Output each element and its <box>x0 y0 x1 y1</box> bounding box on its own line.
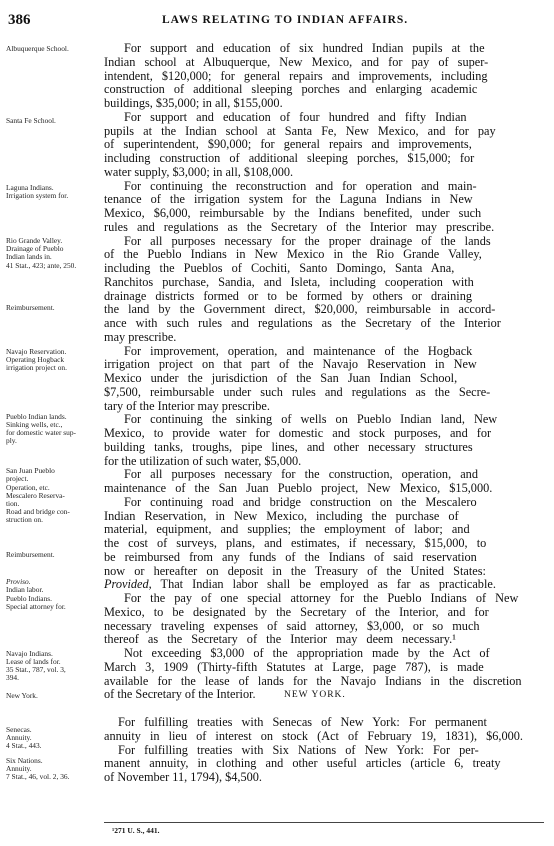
margin-note-mescalero: Mescalero Reserva- <box>6 491 65 500</box>
text-line: be reimbursed from any funds of the Indians of said reservation <box>104 549 477 564</box>
text-line: including the Pueblos of Cochiti, Santo Domingo, Santa Ana, <box>104 261 455 275</box>
page-header <box>0 12 554 34</box>
text-line: thereof as the Secretary of the Interior may deem necessary.¹ <box>104 632 456 647</box>
margin-note-indian-labor: Indian labor. <box>6 585 44 594</box>
margin-note-394: 394. <box>6 673 19 682</box>
text-line: Mexico, to be designated by the Secretary of the Interior, and for <box>104 604 489 619</box>
text-line: of the Secretary of the Interior. <box>104 687 256 702</box>
text-line: tenance of the irrigation system for the Laguna Indians in New <box>104 192 473 207</box>
section-heading-new-york: NEW YORK. <box>284 690 346 700</box>
text-line: annuity in lieu of interest on stock (Act of February 19, 1831), $6,000. <box>104 728 523 743</box>
text-line: buildings, $35,000; in all, $155,000. <box>104 96 283 110</box>
text-line: rules and regulations as the Secretary of the Interior may prescribe. <box>104 219 495 234</box>
text-line: irrigation project on that part of the Navajo Reservation in New <box>104 357 477 372</box>
text-line: Mexico under the jurisdiction of the San Juan Indian School, <box>104 371 458 385</box>
text-line: drainage districts formed or to be formed by others or draining <box>104 288 473 303</box>
text-line: now or hereafter on deposit in the Treasury of the United States: <box>104 563 486 578</box>
text-line: available for the lease of lands for the Navajo Indians in the discretion <box>104 673 522 688</box>
margin-note-road-bridge: Road and bridge con- <box>6 507 70 516</box>
text-line: For continuing the sinking of wells on Pueblo Indian land, New <box>124 412 498 427</box>
margin-note-pueblo-lands: Pueblo Indian lands. <box>6 412 67 421</box>
footnote: ¹271 U. S., 441. <box>112 826 160 835</box>
text-line: $7,500, reimbursable under such rules and regulations as the Secre- <box>104 384 491 399</box>
text-line: may prescribe. <box>104 329 177 344</box>
text-line: For continuing the reconstruction and for operation and main- <box>124 178 477 193</box>
new-york-text <box>104 716 546 785</box>
margin-note-indian-lands: Indian lands in. <box>6 252 52 261</box>
margin-note-santa-fe: Santa Fe School. <box>6 116 56 125</box>
text-line: Ranchitos purchase, Sandia, and Isleta, including cooperation with <box>104 274 474 289</box>
margin-note-hogback: Operating Hogback <box>6 355 65 364</box>
text-line: maintenance of the San Juan Pueblo project, New Mexico, $15,000. <box>104 481 493 495</box>
margin-note-special-attorney: Special attorney for. <box>6 602 66 611</box>
text-line: For improvement, operation, and maintenance of the Hogback <box>124 343 473 358</box>
margin-note-san-juan: San Juan Pueblo <box>6 466 55 475</box>
margin-note-pueblo-indians: Pueblo Indians. <box>6 594 52 603</box>
text-line: of superintendent, $90,000; for general repairs and improvements, <box>104 137 472 152</box>
margin-note-reimbursement: Reimbursement. <box>6 303 55 312</box>
text-line: of November 11, 1794), $4,500. <box>104 770 263 784</box>
text-line: construction of additional sleeping porches and enlarging academic <box>104 82 478 97</box>
body-text <box>104 42 546 702</box>
margin-note-wells: Sinking wells, etc., <box>6 420 63 429</box>
page-number: 386 <box>8 12 31 28</box>
text-line: For all purposes necessary for the construction, operation, and <box>124 467 478 482</box>
text-line: ance with such rules and regulations as the Secretary of the Interior <box>104 316 501 330</box>
margin-note-water-supply: for domestic water sup- <box>6 428 76 437</box>
margin-note-hogback-project: irrigation project on. <box>6 363 67 372</box>
text-line: tary of the Interior may prescribe. <box>104 398 270 413</box>
proviso-word: Provided, <box>104 577 152 592</box>
text-line: building tanks, troughs, pipe lines, and other necessary structures <box>104 439 473 454</box>
margin-note-stat-ref: 41 Stat., 423; ante, 250. <box>6 261 77 270</box>
text-line: For continuing road and bridge construction on the Mescalero <box>124 494 477 509</box>
margin-note-stat-787: 35 Stat., 787, vol. 3, <box>6 665 66 674</box>
text-line: necessary traveling expenses of said attorney, $3,000, or so much <box>104 618 480 633</box>
margin-note-senecas: Senecas. <box>6 725 32 734</box>
text-line: Provided, That Indian labor shall be employed as far as practicable. <box>104 577 496 592</box>
margin-note-tion: tion. <box>6 499 20 508</box>
text-line: For fulfilling treaties with Senecas of New York: For permanent <box>118 715 487 729</box>
margin-note-proviso: Proviso. <box>6 577 31 586</box>
text-line: manent annuity, in clothing and other useful articles (article 6, treaty <box>104 756 501 771</box>
margin-note-operation: Operation, etc. <box>6 483 50 492</box>
text-line: For support and education of six hundred Indian pupils at the <box>124 41 485 55</box>
text-line: water supply, $3,000; in all, $108,000. <box>104 164 294 179</box>
text-line: For fulfilling treaties with Six Nations of New York: For per- <box>118 742 479 757</box>
text-line: March 3, 1909 (Thirty-fifth Statutes at Large, page 787), is made <box>104 659 484 674</box>
margin-note-navajo: Navajo Reservation. <box>6 347 67 356</box>
margin-note-annuity-2: Annuity. <box>6 764 32 773</box>
margin-note-reimbursement-2: Reimbursement. <box>6 550 55 559</box>
text-line: For all purposes necessary for the proper drainage of the lands <box>124 233 491 248</box>
margin-note-new-york: New York. <box>6 691 38 700</box>
margin-note-six-nations: Six Nations. <box>6 756 43 765</box>
margin-note-project: project. <box>6 474 29 483</box>
text-line: Mexico, $6,000, reimbursable by the Indians benefited, under such <box>104 206 482 220</box>
text-line: for the utilization of such water, $5,000. <box>104 453 302 468</box>
text-line: For the pay of one special attorney for the Pueblo Indians of New <box>124 591 519 605</box>
margin-note-laguna: Laguna Indians. <box>6 183 54 192</box>
text-line: Not exceeding $3,000 of the appropriation made by the Act of <box>124 646 490 660</box>
margin-note-drainage: Drainage of Pueblo <box>6 244 64 253</box>
text-line: Mexico, to provide water for domestic and stock purposes, and for <box>104 426 492 440</box>
text-line: material, equipment, and supplies; the employment of labor; and <box>104 522 470 537</box>
margin-note-stat-443: 4 Stat., 443. <box>6 741 42 750</box>
text-line: the cost of surveys, plans, and estimates, if necessary, $15,000, to <box>104 536 487 550</box>
margin-note-albuquerque: Albuquerque School. <box>6 44 69 53</box>
margin-note-rio-grande: Rio Grande Valley. <box>6 236 63 245</box>
text-line: of the Pueblo Indians in New Mexico in the Rio Grande Valley, <box>104 247 482 262</box>
text-line: Indian Reservation, in New Mexico, including the purchase of <box>104 508 459 523</box>
text-line: pupils at the Indian school at Santa Fe, New Mexico, and for pay <box>104 123 496 138</box>
footnote-rule <box>104 822 544 823</box>
text-line: For support and education of four hundred and fifty Indian <box>124 109 467 124</box>
margin-note-construction: struction on. <box>6 515 43 524</box>
margin-note-navajo-indians: Navajo Indians. <box>6 649 53 658</box>
text-line: the land by the Government direct, $20,000, reimbursable in accord- <box>104 302 496 317</box>
margin-note-annuity: Annuity. <box>6 733 32 742</box>
margin-note-lease: Lease of lands for. <box>6 657 61 666</box>
text-line: including construction of additional sleeping porches, $15,000; for <box>104 151 475 165</box>
margin-note-stat-46: 7 Stat., 46, vol. 2, 36. <box>6 772 70 781</box>
running-title: LAWS RELATING TO INDIAN AFFAIRS. <box>162 14 409 26</box>
text-line: intendent, $120,000; for general repairs and improvements, including <box>104 68 488 83</box>
text-line: Indian school at Albuquerque, New Mexico, and for pay of super- <box>104 54 489 69</box>
margin-note-laguna-irrigation: Irrigation system for. <box>6 191 69 200</box>
margin-note-ply: ply. <box>6 436 17 445</box>
